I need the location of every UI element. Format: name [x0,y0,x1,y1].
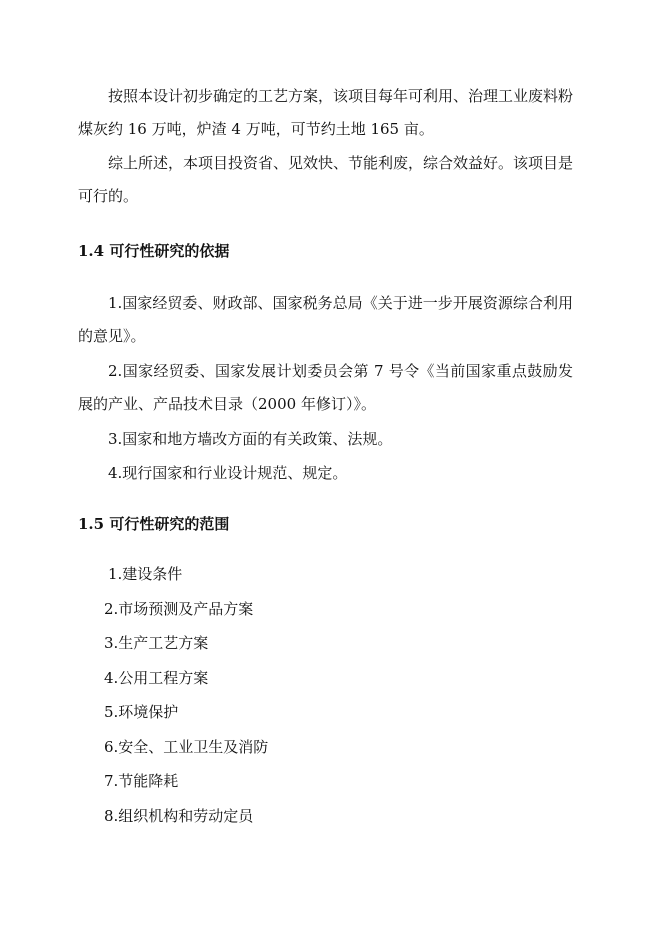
section-heading-basis: 1.4 可行性研究的依据 [78,242,230,260]
scope-item-3: 3.生产工艺方案 [104,634,209,652]
scope-item-8: 8.组织机构和劳动定员 [104,807,254,825]
basis-item-4: 4.现行国家和行业设计规范、规定。 [108,464,348,482]
basis-item-3: 3.国家和地方墙改方面的有关政策、法规。 [108,430,393,448]
scope-item-7: 7.节能降耗 [104,772,179,790]
basis-item-1: 1.国家经贸委、财政部、国家税务总局《关于进一步开展资源综合利用的意见》。 [78,294,573,345]
scope-item-6: 6.安全、工业卫生及消防 [104,738,269,756]
scope-item-5: 5.环境保护 [104,703,179,721]
scope-item-4: 4.公用工程方案 [104,669,209,687]
basis-item-2: 2.国家经贸委、国家发展计划委员会第 7 号令《当前国家重点鼓励发展的产业、产品技术目录（2000 年修订）》。 [78,362,573,413]
paragraph-conclusion: 综上所述，本项目投资省、见效快、节能利废，综合效益好。该项目是可行的。 [78,154,574,205]
scope-item-2: 2.市场预测及产品方案 [104,600,254,618]
section-heading-scope: 1.5 可行性研究的范围 [78,515,230,533]
scope-item-1: 1.建设条件 [108,565,183,583]
paragraph-process-summary: 按照本设计初步确定的工艺方案，该项目每年可利用、治理工业废料粉煤灰约 16 万吨，炉渣 4 万吨，可节约土地 165 亩。 [78,87,574,138]
